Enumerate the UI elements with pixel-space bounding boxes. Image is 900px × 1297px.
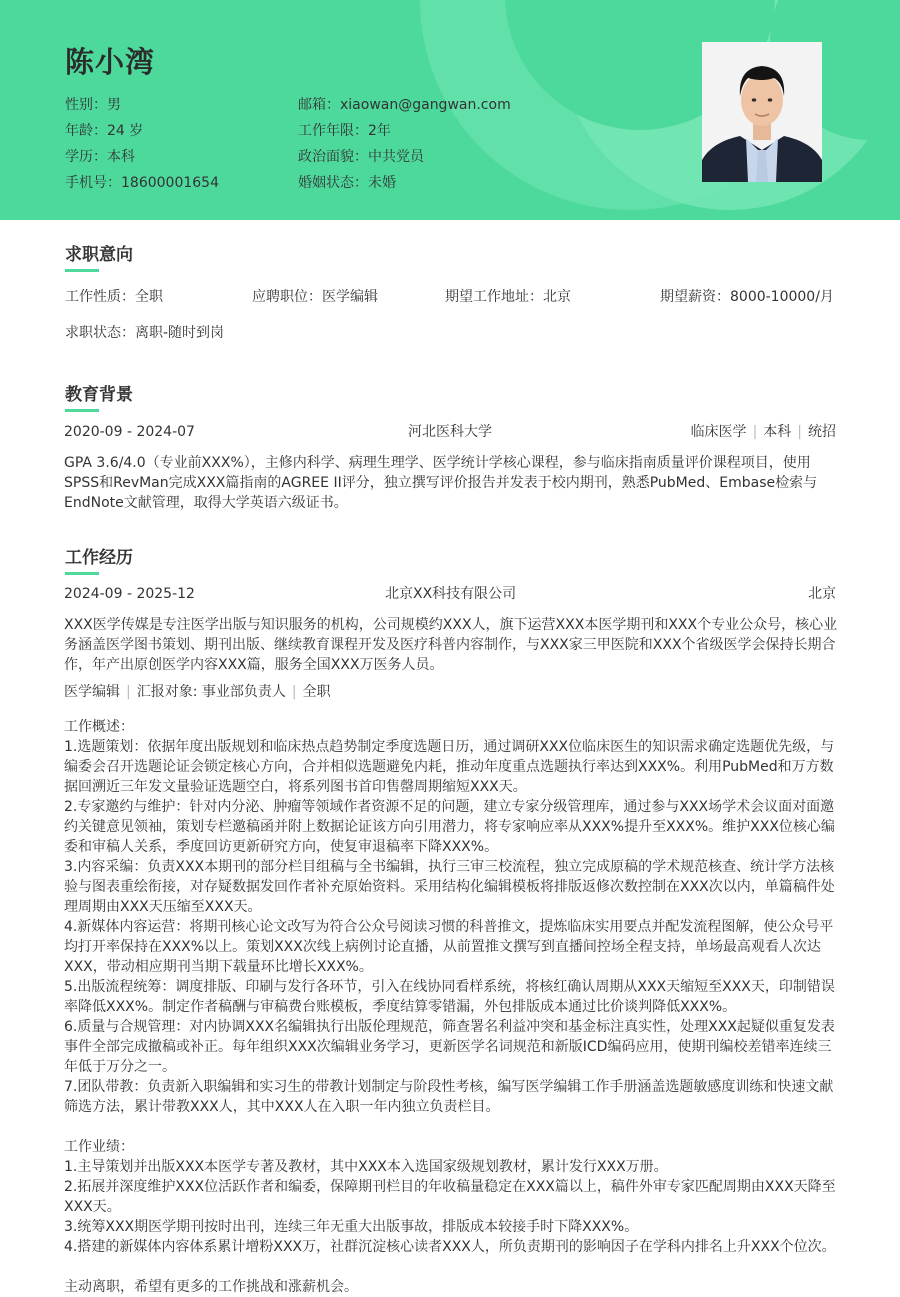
work-detail-line: 2.拓展并深度维护XXX位活跃作者和编委，保障期刊栏目的年收稿量稳定在XXX篇以上，稿件外审专家匹配周期由XXX天降至XXX天。 xyxy=(64,1179,836,1215)
intention-location: 期望工作地址：北京 xyxy=(445,289,571,305)
work-detail-line xyxy=(64,1257,839,1277)
section-underline xyxy=(65,409,99,412)
section-underline xyxy=(65,572,99,575)
company-description: XXX医学传媒是专注医学出版与知识服务的机构，公司规模约XXX人，旗下运营XXX本医学期刊和XXX个专业公众号，核心业务涵盖医学图书策划、期刊出版、继续教育课程开发及医疗科普内容制作，与XXX家三甲医院和XXX个省级医学会保持长期合作，年产出原创医学内容XXX篇，服务全国XXX万医务人员。 xyxy=(64,617,838,673)
info-work-years: 工作年限：2年 xyxy=(298,123,391,139)
info-political: 政治面貌：中共党员 xyxy=(298,149,424,165)
education-major-degree: 临床医学 | 本科 | 统招 xyxy=(690,424,836,440)
intention-job-type: 工作性质：全职 xyxy=(65,289,163,305)
work-city: 北京 xyxy=(808,586,836,602)
info-gender: 性别：男 xyxy=(65,97,121,113)
work-detail-line: 1.选题策划：依据年度出版规划和临床热点趋势制定季度选题日历，通过调研XXX位临床医生的知识需求确定选题优先级，与编委会召开选题论证会锁定核心方向，合并相似选题避免内耗，推动年度重点选题执行率达到XXX%。利用PubMed和万方数据回溯近三年发文量验证选题空白，将系列图书首印售罄周期缩短XXX天。 xyxy=(64,739,835,795)
work-period: 2024-09 - 2025-12 xyxy=(64,586,195,602)
intention-position: 应聘职位：医学编辑 xyxy=(252,289,378,305)
info-marital: 婚姻状态：未婚 xyxy=(298,175,396,191)
info-email: 邮箱：xiaowan@gangwan.com xyxy=(298,97,511,113)
work-detail-line: 工作概述： xyxy=(64,719,134,735)
candidate-name: 陈小湾 xyxy=(65,45,156,79)
info-age: 年龄：24 岁 xyxy=(65,123,144,139)
intention-salary: 期望薪资：8000-10000/月 xyxy=(660,289,834,305)
education-description: GPA 3.6/4.0（专业前XXX%），主修内科学、病理生理学、医学统计学核心课程，参与临床指南质量评价课程项目，使用SPSS和RevMan完成XXX篇指南的AGREE II评分，独立撰写评价报告并发表于校内期刊，熟悉PubMed、Embase检索与EndNote文献管理，取得大学英语六级证书。 xyxy=(64,455,818,511)
work-detail-line: 主动离职，希望有更多的工作挑战和涨薪机会。 xyxy=(64,1279,358,1295)
person-portrait-icon xyxy=(702,42,822,182)
profile-photo xyxy=(702,42,822,182)
section-title-intention: 求职意向 xyxy=(65,245,133,265)
work-detail-line: 工作业绩： xyxy=(64,1139,134,1155)
work-detail-line: 4.新媒体内容运营：将期刊核心论文改写为符合公众号阅读习惯的科普推文，提炼临床实用要点并配发流程图解，使公众号平均打开率保持在XXX%以上。策划XXX次线上病例讨论直播，从前置推文撰写到直播间控场全程支持，单场最高观看人次达XXX，带动相应期刊当期下载量环比增长XXX%。 xyxy=(64,919,834,975)
work-company: 北京XX科技有限公司 xyxy=(385,586,517,602)
education-period: 2020-09 - 2024-07 xyxy=(64,424,195,440)
work-detail-line: 4.搭建的新媒体内容体系累计增粉XXX万，社群沉淀核心读者XXX人，所负责期刊的影响因子在学科内排名上升XXX个位次。 xyxy=(64,1239,836,1255)
work-detail-line: 5.出版流程统筹：调度排版、印刷与发行各环节，引入在线协同看样系统，将核红确认周期从XXX天缩短至XXX天，印制错误率降低XXX%。制定作者稿酬与审稿费台账模板，季度结算零错漏，外包排版成本通过比价谈判降低XXX%。 xyxy=(64,979,835,1015)
education-school: 河北医科大学 xyxy=(408,424,492,440)
work-detail-line: 2.专家邀约与维护：针对内分泌、肿瘤等领域作者资源不足的问题，建立专家分级管理库，通过参与XXX场学术会议面对面邀约关键意见领袖，策划专栏邀稿函并附上数据论证该方向引用潜力，将专家响应率从XXX%提升至XXX%。维护XXX位核心编委和审稿人关系，季度回访更新研究方向，使复审退稿率下降XXX%。 xyxy=(64,799,835,855)
intention-status: 求职状态：离职-随时到岗 xyxy=(65,325,225,341)
info-phone: 手机号：18600001654 xyxy=(65,175,219,191)
work-detail-line: 3.内容采编：负责XXX本期刊的部分栏目组稿与全书编辑，执行三审三校流程，独立完成原稿的学术规范核查、统计学方法核验与图表重绘衔接，对存疑数据发回作者补充原始资料。采用结构化编辑模板将排版返修次数控制在XXX次以内，单篇稿件处理周期由XXX天压缩至XXX天。 xyxy=(64,859,835,915)
section-underline xyxy=(65,269,99,272)
section-title-work: 工作经历 xyxy=(65,548,133,568)
info-education: 学历：本科 xyxy=(65,149,135,165)
work-role-info: 医学编辑 | 汇报对象: 事业部负责人 | 全职 xyxy=(64,684,331,700)
work-detail-line: 7.团队带教：负责新入职编辑和实习生的带教计划制定与阶段性考核，编写医学编辑工作手册涵盖选题敏感度训练和快速文献筛选方法，累计带教XXX人，其中XXX人在入职一年内独立负责栏目。 xyxy=(64,1079,834,1115)
header-banner xyxy=(0,0,900,220)
work-detail-line: 6.质量与合规管理：对内协调XXX名编辑执行出版伦理规范，筛查署名利益冲突和基金标注真实性，处理XXX起疑似重复发表事件全部完成撤稿或补正。每年组织XXX次编辑业务学习，更新医学名词规范和新版ICD编码应用，使期刊编校差错率连续三年低于万分之一。 xyxy=(64,1019,835,1075)
section-title-education: 教育背景 xyxy=(65,385,133,405)
work-detail-line: 1.主导策划并出版XXX本医学专著及教材，其中XXX本入选国家级规划教材，累计发行XXX万册。 xyxy=(64,1159,668,1175)
work-details xyxy=(64,717,839,1297)
work-detail-line: 3.统筹XXX期医学期刊按时出刊，连续三年无重大出版事故，排版成本较接手时下降XXX%。 xyxy=(64,1219,639,1235)
work-detail-line xyxy=(64,1117,839,1137)
